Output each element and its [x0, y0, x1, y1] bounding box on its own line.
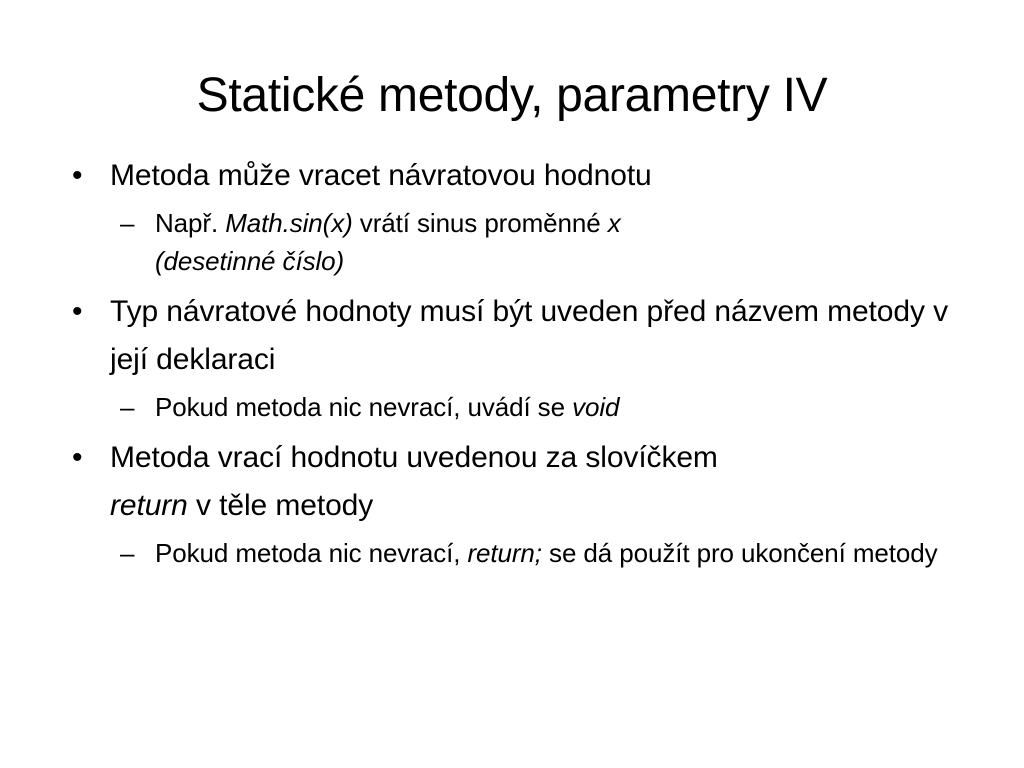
keyword-void: void — [572, 392, 620, 422]
sub-text-italic: (desetinné číslo) — [155, 246, 345, 276]
bullet-item-return-keyword — [70, 434, 990, 530]
sub-text: se dá použít pro ukončení metody — [541, 538, 938, 568]
sub-text: vrátí sinus proměnné — [352, 208, 608, 238]
sub-item-void — [70, 388, 990, 426]
bullet-item-return-type — [70, 288, 990, 384]
bullet-item-return-value — [70, 152, 990, 200]
dash-icon: – — [120, 392, 135, 422]
sub-text: Např. — [155, 208, 226, 238]
dash-icon: – — [120, 208, 135, 238]
dash-icon: – — [120, 538, 135, 568]
sub-item-return-end — [70, 534, 990, 572]
slide-content — [70, 152, 990, 572]
variable-x: x — [607, 208, 621, 238]
bullet-text: v těle metody — [187, 489, 374, 522]
sub-item-math-sin — [70, 204, 990, 280]
slide-title: Statické metody, parametry IV — [196, 69, 828, 122]
bullet-text: Metoda může vracet návratovou hodnotu — [110, 159, 652, 192]
bullet-text: Metoda vrací hodnotu uvedenou za slovíčkem — [110, 441, 718, 474]
bullet-text: Typ návratové hodnoty musí být uveden před názvem metody v její deklaraci — [110, 295, 948, 376]
bullet-icon: • — [72, 159, 83, 192]
bullet-icon: • — [72, 441, 83, 474]
code-math-sin: Math.sin(x) — [225, 208, 353, 238]
bullet-icon: • — [72, 295, 83, 328]
keyword-return-semicolon: return; — [467, 538, 542, 568]
sub-text: Pokud metoda nic nevrací, uvádí se — [155, 392, 573, 422]
keyword-return: return — [110, 489, 188, 522]
sub-text: Pokud metoda nic nevrací, — [155, 538, 468, 568]
